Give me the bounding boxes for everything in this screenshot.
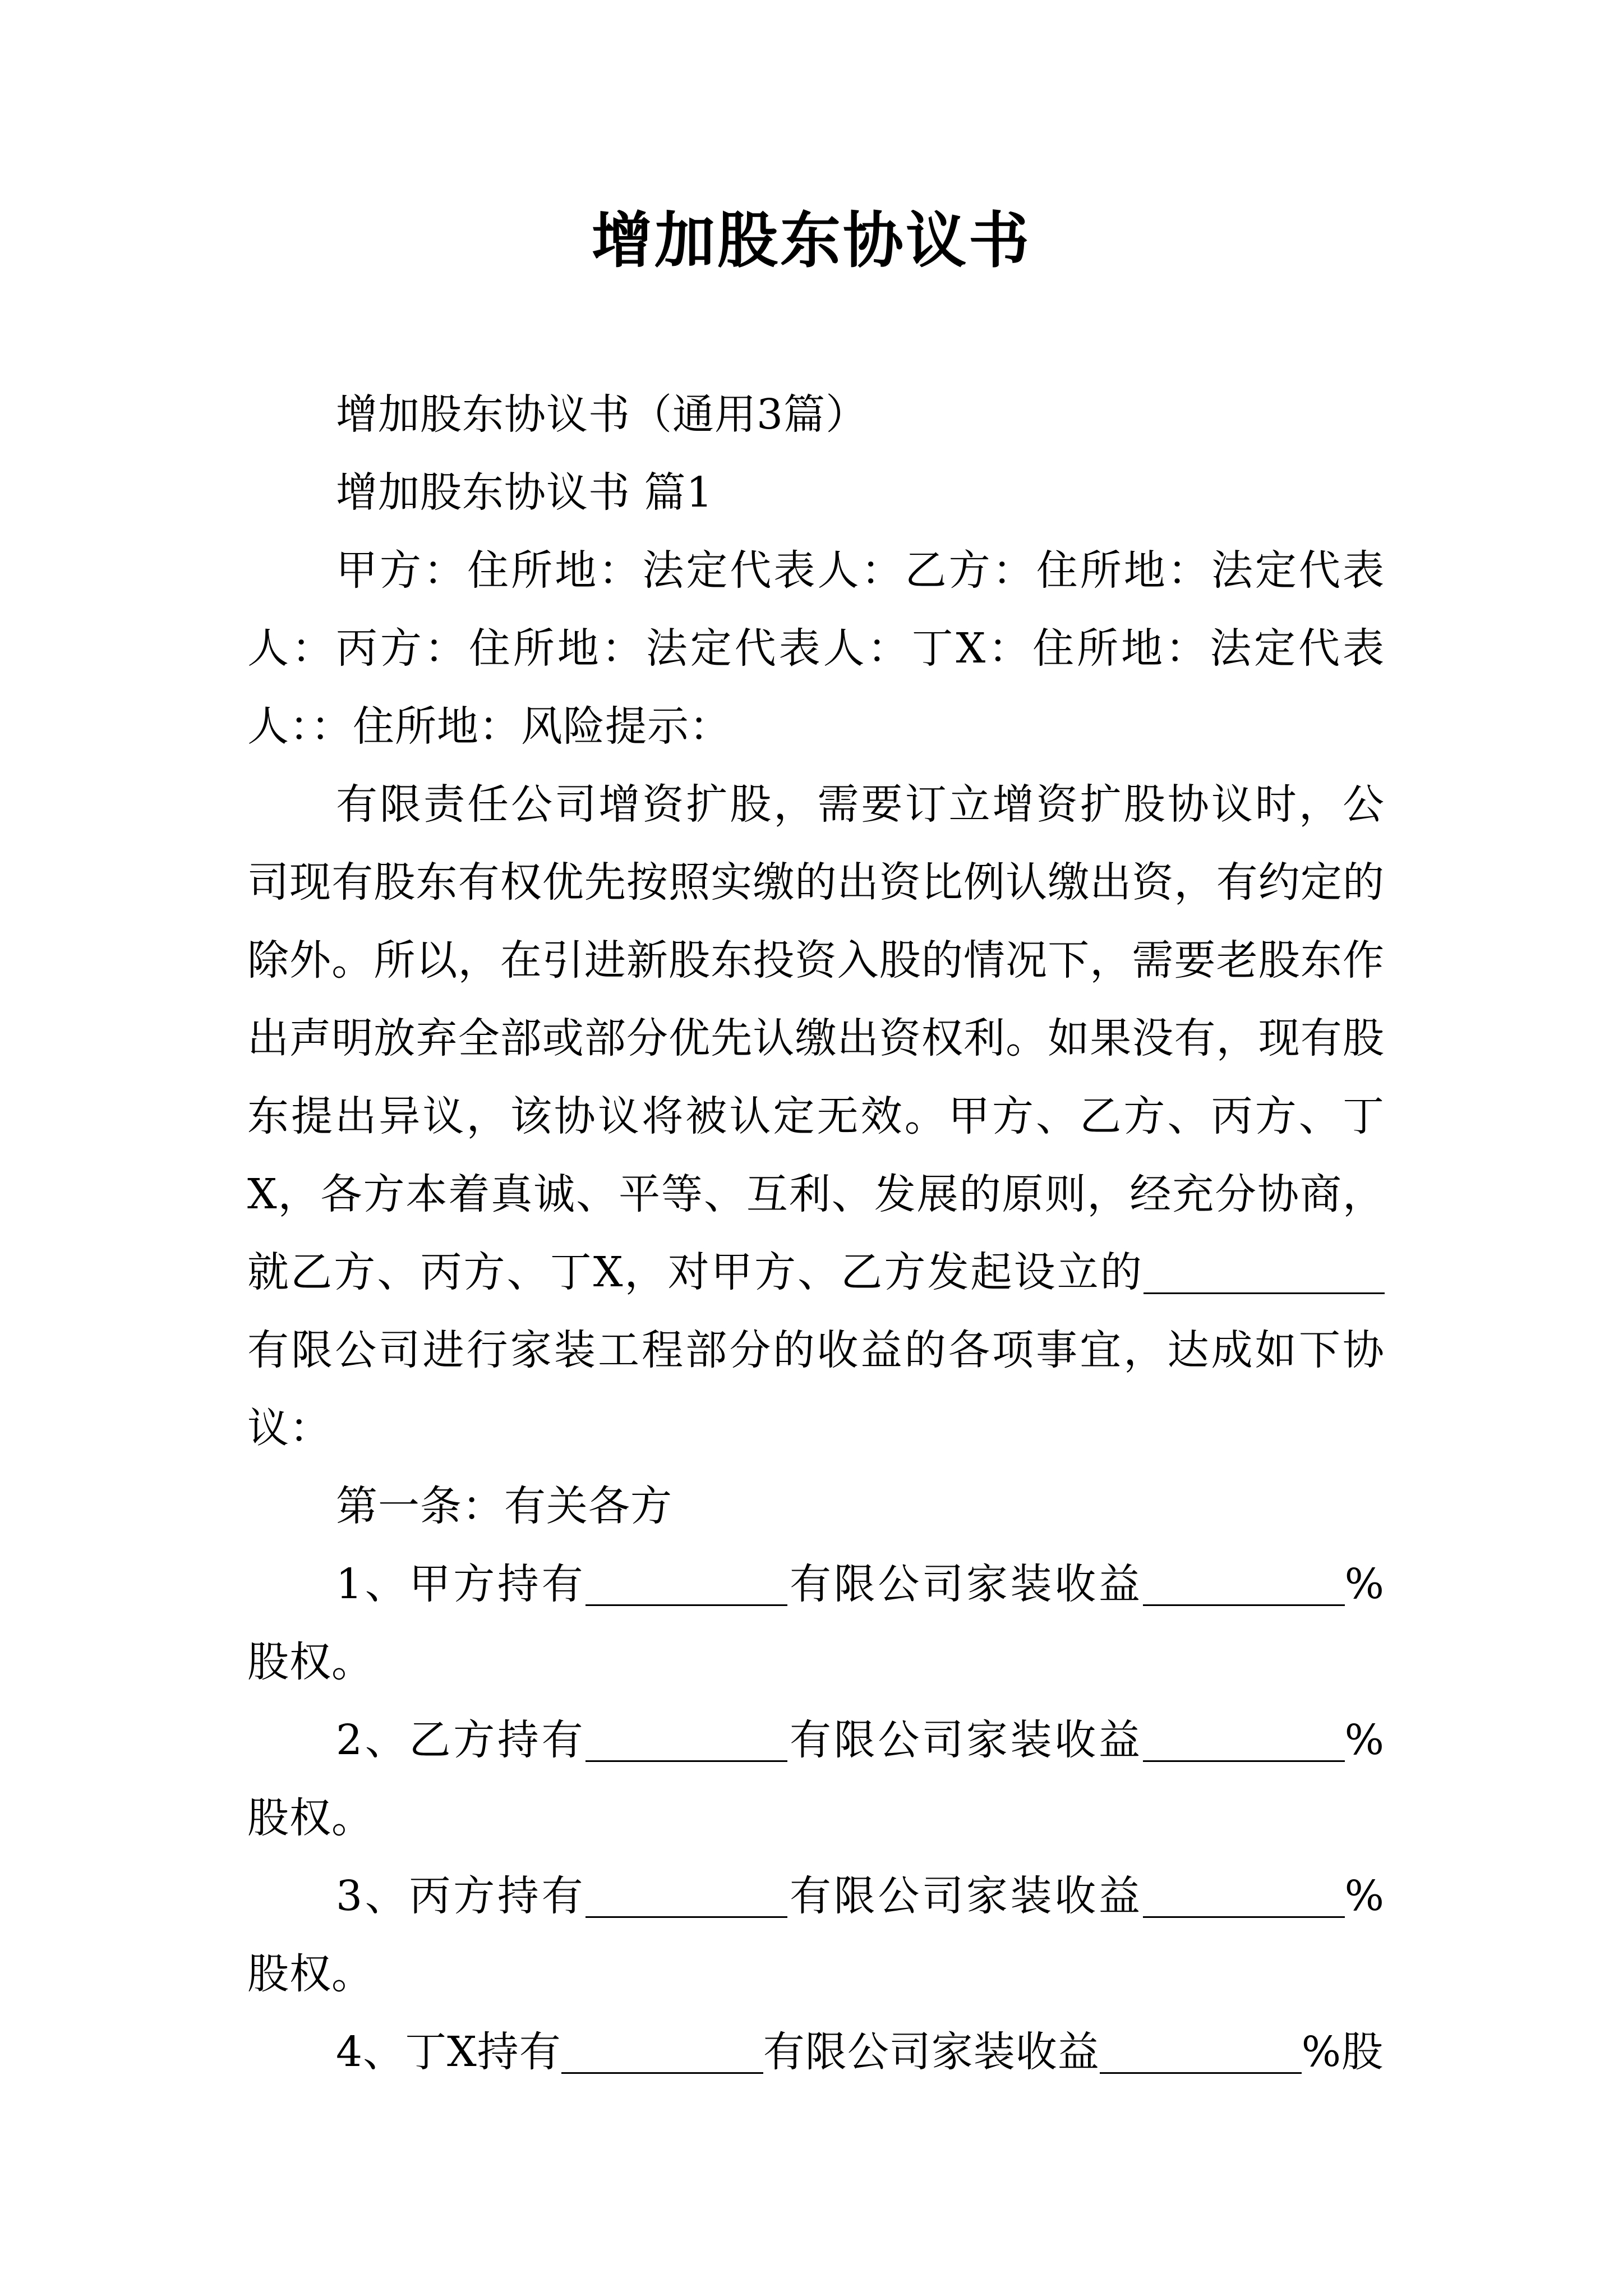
percentage-blank[interactable] <box>1143 1875 1345 1918</box>
document-title: 增加股东协议书 <box>591 206 1031 276</box>
paragraph-article-one: 第一条：有关各方 <box>336 1482 672 1530</box>
company-blank[interactable] <box>585 1719 787 1762</box>
clause-suffix: %股 <box>1301 2028 1384 2076</box>
clause-suffix: %股权。 <box>247 1872 1385 1998</box>
company-blank[interactable] <box>585 1875 787 1918</box>
paragraph-parties: 甲方：住所地：法定代表人：乙方：住所地：法定代表人：丙方：住所地：法定代表人：丁X：住所地：法定代表人：：住所地：风险提示： <box>247 546 1385 751</box>
clause-middle: 有限公司家装收益 <box>787 1560 1143 1608</box>
clause-suffix: %股权。 <box>247 1716 1385 1842</box>
company-blank[interactable] <box>585 1563 787 1606</box>
paragraph-subtitle: 增加股东协议书（通用3篇） <box>336 390 868 439</box>
company-name-blank[interactable] <box>1144 1251 1385 1294</box>
document-body <box>247 376 1385 2091</box>
paragraph-risk-notice-tail: 有限公司进行家装工程部分的收益的各项事宜，达成如下协议： <box>247 1326 1385 1452</box>
clause-item <box>247 1857 1385 2013</box>
clause-item <box>247 1545 1385 1701</box>
percentage-blank[interactable] <box>1100 2031 1302 2074</box>
clause-prefix: 3、丙方持有 <box>336 1872 586 1920</box>
clause-prefix: 1、甲方持有 <box>336 1560 586 1608</box>
percentage-blank[interactable] <box>1143 1719 1345 1762</box>
percentage-blank[interactable] <box>1143 1563 1345 1606</box>
company-blank[interactable] <box>561 2031 763 2074</box>
paragraph-risk-notice-text: 有限责任公司增资扩股，需要订立增资扩股协议时，公司现有股东有权优先按照实缴的出资比例认缴出资，有约定的除外。所以，在引进新股东投资入股的情况下，需要老股东作出声明放弃全部或部分优先认缴出资权利。如果没有，现有股东提出异议，该协议将被认定无效。甲方、乙方、丙方、丁X，各方本着真诚、平等、互利、发展的原则，经充分协商，就乙方、丙方、丁X，对甲方、乙方发起设立的 <box>247 780 1385 1296</box>
paragraph-risk-notice <box>247 766 1385 1467</box>
paragraph-section-heading: 增加股东协议书 篇1 <box>336 468 713 517</box>
clause-prefix: 4、丁X持有 <box>336 2028 561 2076</box>
clause-item <box>247 1701 1385 1857</box>
clause-middle: 有限公司家装收益 <box>763 2028 1100 2076</box>
clause-prefix: 2、乙方持有 <box>336 1716 586 1764</box>
clause-item <box>247 2013 1385 2091</box>
clause-middle: 有限公司家装收益 <box>787 1872 1143 1920</box>
clause-suffix: %股权。 <box>247 1560 1385 1686</box>
clause-middle: 有限公司家装收益 <box>787 1716 1143 1764</box>
